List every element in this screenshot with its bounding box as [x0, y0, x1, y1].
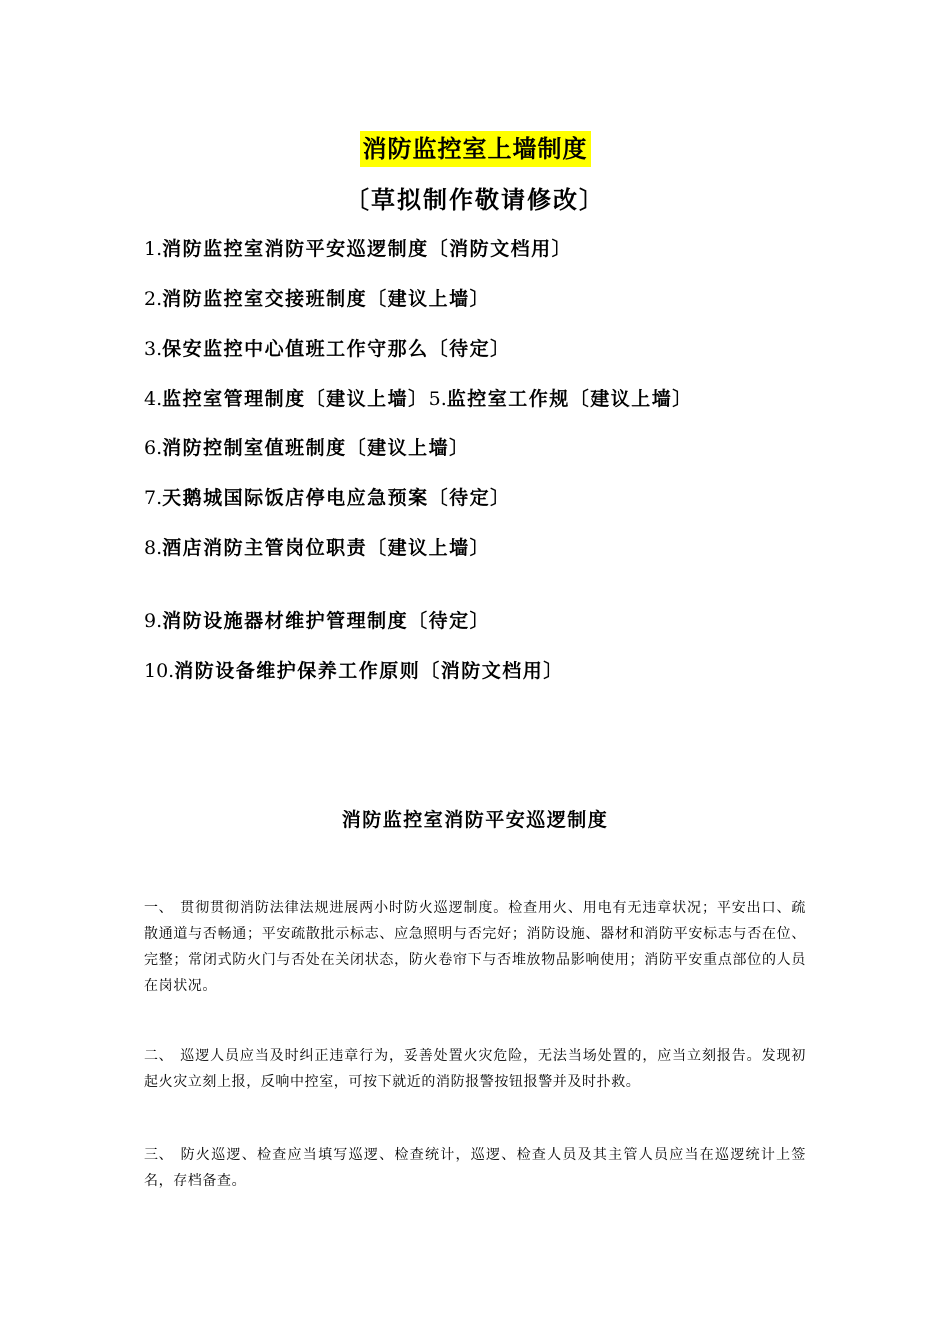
paragraph-1 [144, 895, 806, 999]
toc-item-2 [144, 285, 490, 313]
toc-item-text: 监控室工作规〔建议上墙〕 [446, 388, 693, 410]
toc-item-number: 9. [144, 610, 163, 632]
title-wrap [0, 131, 950, 167]
toc-item-7 [144, 484, 511, 512]
toc-item-8 [144, 534, 490, 562]
paragraph-2 [144, 1043, 806, 1095]
toc-item-text: 消防监控室交接班制度〔建议上墙〕 [162, 288, 491, 310]
page-subtitle: 〔草拟制作敬请修改〕 [345, 185, 605, 214]
toc-item-4-5 [144, 385, 693, 413]
toc-item-10 [144, 657, 564, 685]
toc-item-1 [144, 235, 572, 263]
paragraph-lead: 三、 [144, 1147, 174, 1163]
toc-item-text: 保安监控中心值班工作守那么〔待定〕 [162, 338, 511, 360]
page-title: 消防监控室上墙制度 [360, 131, 591, 167]
paragraph-text: 防火巡逻、检查应当填写巡逻、检查统计，巡逻、检查人员及其主管人员应当在巡逻统计上签名，存档备查。 [144, 1147, 806, 1189]
toc-item-text: 消防控制室值班制度〔建议上墙〕 [162, 437, 470, 459]
toc-item-number: 6. [144, 437, 163, 459]
toc-item-number: 4. [144, 388, 163, 410]
toc-item-text: 消防设施器材维护管理制度〔待定〕 [162, 610, 491, 632]
toc-item-number: 8. [144, 537, 163, 559]
toc-item-text: 天鹅城国际饭店停电应急预案〔待定〕 [162, 487, 511, 509]
toc-item-text: 酒店消防主管岗位职责〔建议上墙〕 [162, 537, 491, 559]
toc-item-number: 1. [144, 238, 163, 260]
paragraph-3 [144, 1142, 806, 1194]
toc-item-6 [144, 434, 470, 462]
toc-item-number: 2. [144, 288, 163, 310]
toc-item-text: 消防监控室消防平安巡逻制度〔消防文档用〕 [162, 238, 573, 260]
toc-item-number: 3. [144, 338, 163, 360]
toc-item-number: 7. [144, 487, 163, 509]
toc-item-text: 监控室管理制度〔建议上墙〕 [162, 388, 429, 410]
paragraph-lead: 二、 [144, 1048, 174, 1064]
paragraph-lead: 一、 [144, 900, 174, 916]
paragraph-text: 贯彻贯彻消防法律法规进展两小时防火巡逻制度。检查用火、用电有无违章状况；平安出口、疏散通道与否畅通；平安疏散批示标志、应急照明与否完好；消防设施、器材和消防平安标志与否在位、完整；常闭式防火门与否处在关闭状态，防火卷帘下与否堆放物品影响使用；消防平安重点部位的人员在岗状况。 [144, 900, 806, 994]
toc-item-text: 消防设备维护保养工作原则〔消防文档用〕 [174, 660, 564, 682]
toc-item-3 [144, 335, 511, 363]
toc-item-9 [144, 607, 490, 635]
section-title: 消防监控室消防平安巡逻制度 [341, 809, 609, 831]
toc-item-number: 10. [144, 660, 175, 682]
toc-item-number: 5. [428, 388, 447, 410]
paragraph-text: 巡逻人员应当及时纠正违章行为，妥善处置火灾危险，无法当场处置的，应当立刻报告。发现初起火灾立刻上报，反响中控室，可按下就近的消防报警按钮报警并及时扑救。 [144, 1048, 806, 1090]
